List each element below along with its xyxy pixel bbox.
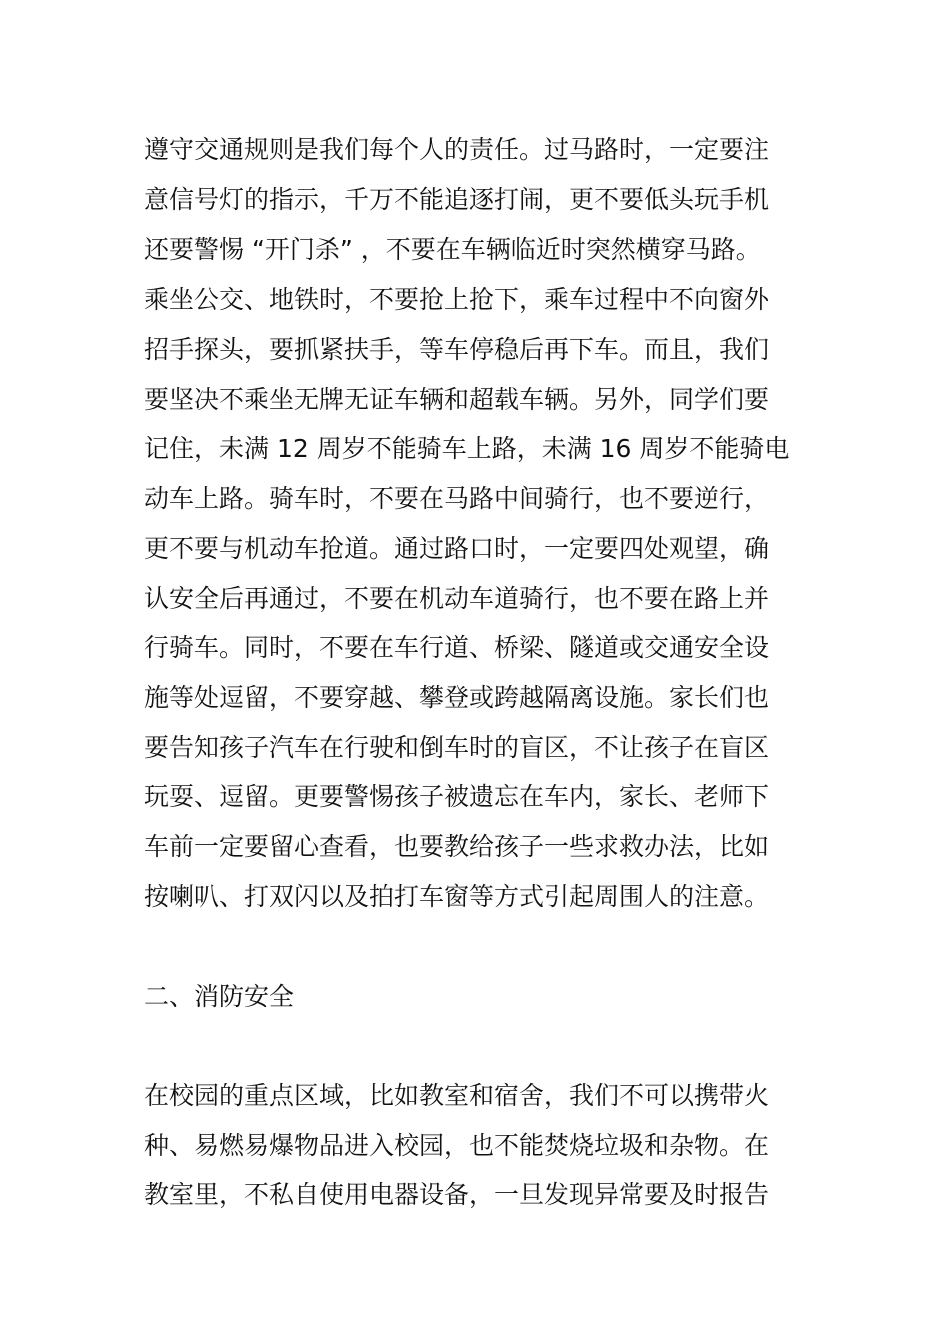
paragraph-line: 遵守交通规则是我们每个人的责任。过马路时，一定要注	[144, 135, 770, 164]
paragraph-line: 教室里，不私自使用电器设备，一旦发现异常要及时报告	[144, 1180, 770, 1209]
paragraph-line: 要坚决不乘坐无牌无证车辆和超载车辆。另外，同学们要	[144, 385, 770, 414]
paragraph-line: 意信号灯的指示，千万不能追逐打闹，更不要低头玩手机	[144, 185, 770, 214]
paragraph-line: 要告知孩子汽车在行驶和倒车时的盲区，不让孩子在盲区	[144, 733, 770, 762]
paragraph-line: 招手探头，要抓紧扶手，等车停稳后再下车。而且，我们	[144, 335, 770, 364]
paragraph-line: 在校园的重点区域，比如教室和宿舍，我们不可以携带火	[144, 1081, 770, 1110]
paragraph-line: 记住，未满 12 周岁不能骑车上路，未满 16 周岁不能骑电	[144, 434, 790, 463]
paragraph-line: 按喇叭、打双闪以及拍打车窗等方式引起周围人的注意。	[144, 882, 770, 911]
paragraph-line: 乘坐公交、地铁时，不要抢上抢下，乘车过程中不向窗外	[144, 285, 770, 314]
paragraph-line: 还要警惕 “开门杀” ，不要在车辆临近时突然横穿马路。	[144, 235, 761, 264]
paragraph-line: 更不要与机动车抢道。通过路口时，一定要四处观望，确	[144, 534, 770, 563]
paragraph-line: 施等处逗留，不要穿越、攀登或跨越隔离设施。家长们也	[144, 683, 770, 712]
paragraph-line: 动车上路。骑车时，不要在马路中间骑行，也不要逆行，	[144, 484, 770, 513]
paragraph-line: 认安全后再通过，不要在机动车道骑行，也不要在路上并	[144, 584, 770, 613]
paragraph-line: 行骑车。同时，不要在车行道、桥梁、隧道或交通安全设	[144, 633, 770, 662]
section-heading: 二、消防安全	[144, 982, 295, 1011]
paragraph-line: 车前一定要留心查看，也要教给孩子一些求救办法，比如	[144, 832, 770, 861]
paragraph-line: 玩耍、逗留。更要警惕孩子被遗忘在车内，家长、老师下	[144, 782, 770, 811]
paragraph-line: 种、易燃易爆物品进入校园，也不能焚烧垃圾和杂物。在	[144, 1131, 770, 1160]
